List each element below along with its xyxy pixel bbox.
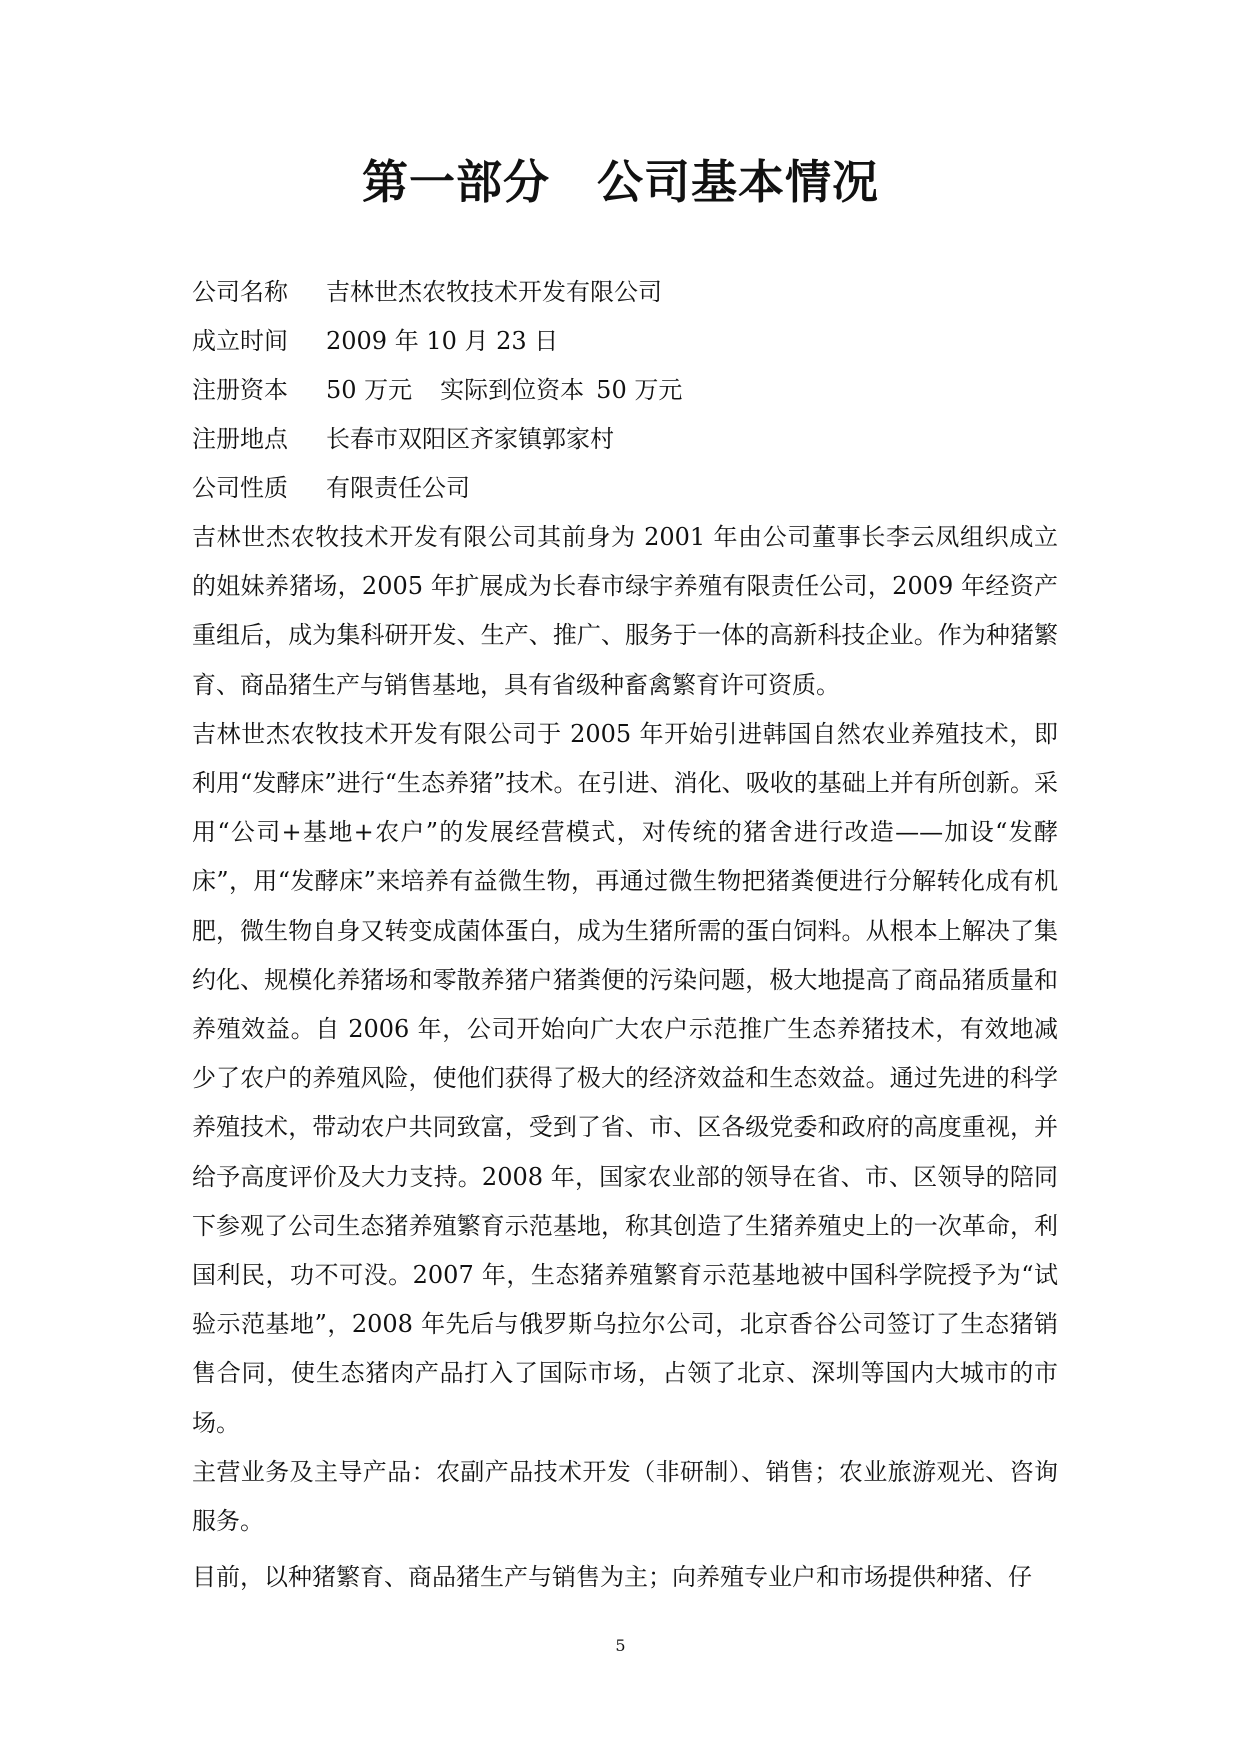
info-label: 公司性质 bbox=[192, 474, 288, 502]
info-label: 注册资本 bbox=[192, 376, 288, 404]
info-row-capital bbox=[192, 366, 1062, 415]
info-row-founded bbox=[192, 317, 1062, 366]
info-paid-label: 实际到位资本 bbox=[440, 376, 585, 404]
page-title: 第一部分 公司基本情况 bbox=[362, 155, 879, 209]
info-row-company-name bbox=[192, 268, 1062, 317]
info-row-nature bbox=[192, 464, 1062, 513]
info-value: 50 万元 bbox=[326, 376, 413, 404]
info-value: 有限责任公司 bbox=[326, 474, 470, 502]
paragraph-current-focus: 目前，以种猪繁育、商品猪生产与销售为主；向养殖专业户和市场提供种猪、仔 bbox=[192, 1563, 1032, 1592]
paragraph-history: 吉林世杰农牧技术开发有限公司其前身为 2001 年由公司董事长李云凤组织成立的姐妹养猪场，2005 年扩展成为长春市绿宇养殖有限责任公司，2009 年经资产重组后，成为集科研开发、生产、推广、服务于一体的高新科技企业。作为种猪繁育、商品猪生产与销售基地，具有省级种畜禽繁育许可资质。 bbox=[192, 523, 1058, 699]
paragraph-technology: 吉林世杰农牧技术开发有限公司于 2005 年开始引进韩国自然农业养殖技术，即利用“发酵床”进行“生态养猪”技术。在引进、消化、吸收的基础上并有所创新。采用“公司+基地+农户”的发展经营模式，对传统的猪舍进行改造——加设“发酵床”，用“发酵床”来培养有益微生物，再通过微生物把猪粪便进行分解转化成有机肥，微生物自身又转变成菌体蛋白，成为生猪所需的蛋白饲料。从根本上解决了集约化、规模化养猪场和零散养猪户猪粪便的污染问题，极大地提高了商品猪质量和养殖效益。自 2006 年，公司开始向广大农户示范推广生态养猪技术，有效地减少了农户的养殖风险，使他们获得了极大的经济效益和生态效益。通过先进的科学养殖技术，带动农户共同致富，受到了省、市、区各级党委和政府的高度重视，并给予高度评价及大力支持。2008 年，国家农业部的领导在省、市、区领导的陪同下参观了公司生态猪养殖繁育示范基地，称其创造了生猪养殖史上的一次革命，利国利民，功不可没。2007 年，生态猪养殖繁育示范基地被中国科学院授予为“试验示范基地”，2008 年先后与俄罗斯乌拉尔公司，北京香谷公司签订了生态猪销售合同，使生态猪肉产品打入了国际市场，占领了北京、深圳等国内大城市的市场。 bbox=[192, 719, 1058, 1437]
page-number: 5 bbox=[615, 1636, 626, 1655]
info-paid-value: 50 万元 bbox=[596, 376, 683, 404]
info-label: 公司名称 bbox=[192, 278, 288, 306]
info-value: 2009 年 10 月 23 日 bbox=[326, 327, 559, 355]
paragraph-main-business: 主营业务及主导产品：农副产品技术开发（非研制）、销售；农业旅游观光、咨询服务。 bbox=[192, 1457, 1058, 1536]
info-value: 吉林世杰农牧技术开发有限公司 bbox=[326, 278, 662, 306]
info-row-address bbox=[192, 415, 1062, 464]
info-value: 长春市双阳区齐家镇郭家村 bbox=[326, 425, 614, 453]
body-text bbox=[192, 513, 1058, 1602]
company-info-list bbox=[192, 268, 1062, 513]
info-label: 注册地点 bbox=[192, 425, 288, 453]
info-label: 成立时间 bbox=[192, 327, 288, 355]
